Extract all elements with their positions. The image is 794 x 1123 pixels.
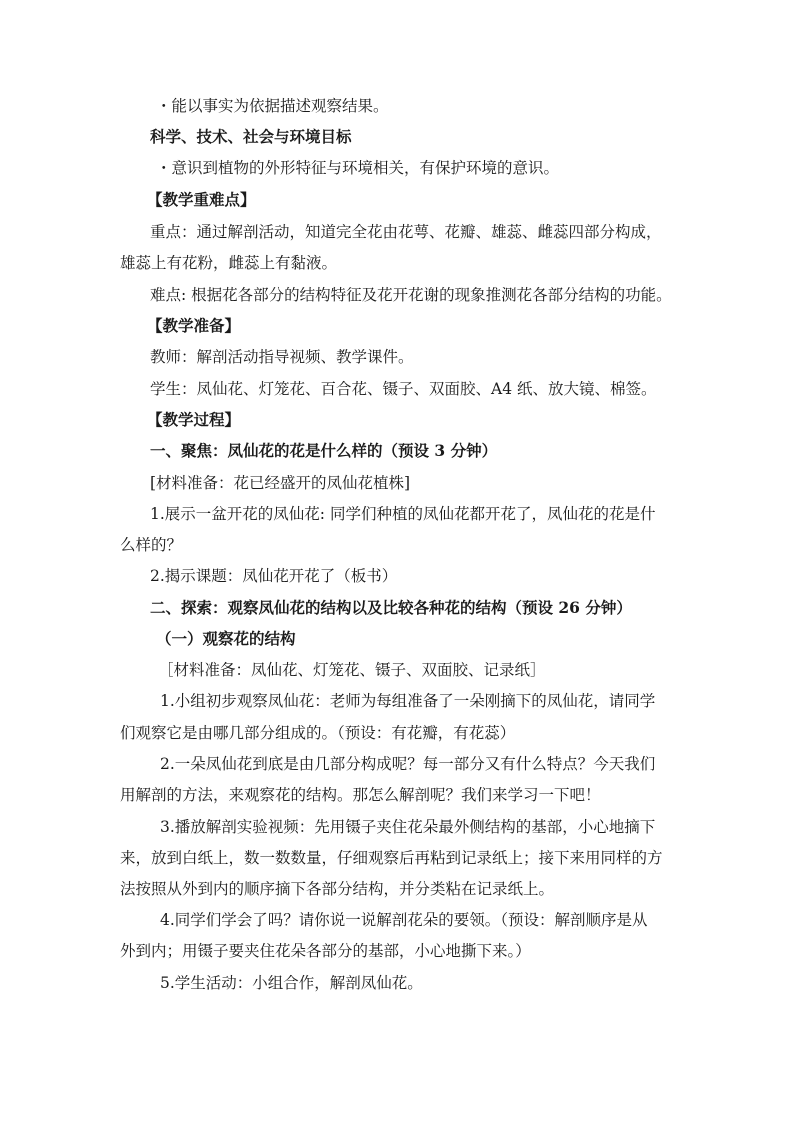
objective-heading-sts: 科学、技术、社会与环境目标 bbox=[150, 127, 352, 146]
materials-note-2: ［材料准备：凤仙花、灯笼花、镊子、双面胶、记录纸］ bbox=[158, 661, 546, 679]
section-heading-key-points: 【教学重难点】 bbox=[147, 190, 256, 209]
activity-item-4-line-2: 外到内；用镊子要夹住花朵各部分的基部，小心地撕下来。） bbox=[120, 942, 531, 960]
teacher-materials: 教师：解剖活动指导视频、教学课件。 bbox=[150, 348, 414, 366]
materials-note-1: [材料准备：花已经盛开的凤仙花植株] bbox=[150, 474, 411, 492]
key-point-line-2: 雄蕊上有花粉，雌蕊上有黏液。 bbox=[120, 254, 338, 272]
activity-item-2-line-1: 2.一朵凤仙花到底是由几部分构成呢？每一部分又有什么特点？今天我们 bbox=[160, 755, 656, 773]
objective-bullet-2: ・意识到植物的外形特征与环境相关，有保护环境的意识。 bbox=[156, 159, 560, 177]
activity-item-1-line-2: 们观察它是由哪几部分组成的。（预设：有花瓣，有花蕊） bbox=[120, 724, 516, 742]
activity-item-3-line-3: 法按照从外到内的顺序摘下各部分结构，并分类粘在记录纸上。 bbox=[120, 880, 555, 898]
activity-item-4-line-1: 4.同学们学会了吗？请你说一说解剖花朵的要领。（预设：解剖顺序是从 bbox=[160, 911, 648, 929]
activity-item-5: 5.学生活动：小组合作，解剖凤仙花。 bbox=[160, 974, 423, 992]
student-materials: 学生：凤仙花、灯笼花、百合花、镊子、双面胶、A4 纸、放大镜、棉签。 bbox=[150, 380, 657, 398]
step-one-item-1-line-2: 么样的？ bbox=[120, 536, 183, 554]
difficulty-line: 难点: 根据花各部分的结构特征及花开花谢的现象推测花各部分结构的功能。 bbox=[150, 286, 672, 304]
key-point-line-1: 重点：通过解剖活动，知道完全花由花萼、花瓣、雄蕊、雌蕊四部分构成， bbox=[150, 223, 662, 241]
step-two-heading: 二、探索：观察凤仙花的结构以及比较各种花的结构（预设 26 分钟） bbox=[150, 598, 632, 617]
activity-item-3-line-1: 3.播放解剖实验视频：先用镊子夹住花朵最外侧结构的基部，小心地摘下 bbox=[160, 818, 656, 836]
step-one-item-2: 2.揭示课题：凤仙花开花了（板书） bbox=[150, 567, 398, 585]
objective-bullet-1: ・能以事实为依据描述观察结果。 bbox=[156, 97, 389, 115]
subsection-heading-structure: （一）观察花的结构 bbox=[156, 629, 296, 648]
step-one-heading: 一、聚焦：凤仙花的花是什么样的（预设 3 分钟） bbox=[150, 441, 498, 460]
section-heading-preparation: 【教学准备】 bbox=[147, 316, 241, 335]
activity-item-2-line-2: 用解剖的方法，来观察花的结构。那怎么解剖呢？我们来学习一下吧！ bbox=[120, 786, 601, 804]
activity-item-3-line-2: 来，放到白纸上，数一数数量，仔细观察后再粘到记录纸上；接下来用同样的方 bbox=[120, 849, 663, 867]
step-one-item-1-line-1: 1.展示一盆开花的凤仙花: 同学们种植的凤仙花都开花了，凤仙花的花是什 bbox=[150, 505, 656, 523]
section-heading-process: 【教学过程】 bbox=[147, 410, 241, 429]
activity-item-1-line-1: 1.小组初步观察凤仙花：老师为每组准备了一朵刚摘下的凤仙花，请同学 bbox=[160, 692, 656, 710]
